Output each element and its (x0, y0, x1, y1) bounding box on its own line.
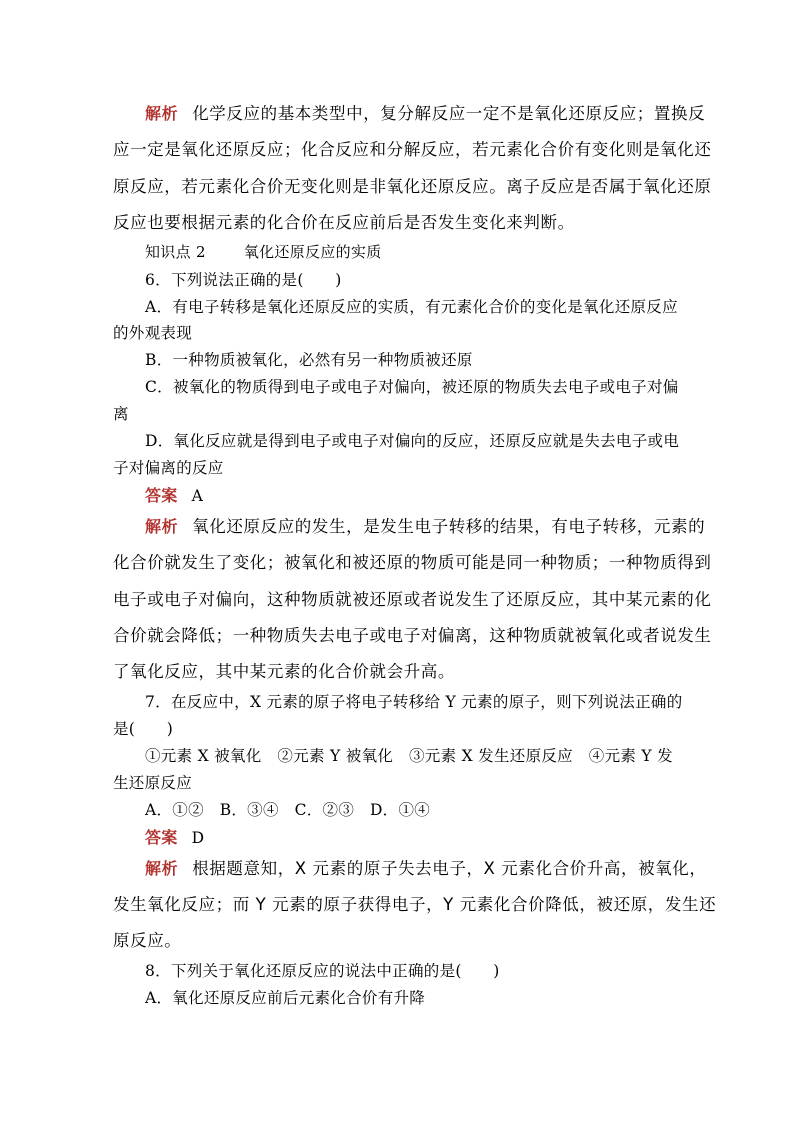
explanation-line: 合价就会降低；一种物质失去电子或电子对偏离，这种物质就被氧化或者说发生 (113, 626, 712, 645)
statement-list: ①元素 X 被氧化 ②元素 Y 被氧化 ③元素 X 发生还原反应 ④元素 Y 发 (145, 747, 673, 765)
explanation-text: 氧化还原反应的发生，是发生电子转移的结果，有电子转移，元素的 (192, 517, 706, 536)
answer-value: D (191, 829, 205, 847)
option-a-cont: 的外观表现 (113, 324, 193, 342)
knowledge-point-label: 知识点 2 (145, 243, 206, 261)
explanation-line: 原反应，若元素化合价无变化则是非氧化还原反应。离子反应是否属于氧化还原 (113, 177, 712, 196)
option-c-cont: 离 (113, 405, 129, 423)
knowledge-point-heading (145, 241, 382, 262)
explanation-tag: 解析 (145, 517, 179, 536)
explanation-line: 应一定是氧化还原反应；化合反应和分解反应，若元素化合价有变化则是氧化还 (113, 140, 712, 159)
answer-line (145, 483, 203, 506)
explanation-line: 电子或电子对偏向，这种物质就被还原或者说发生了还原反应，其中某元素的化 (113, 590, 712, 609)
explanation-line (145, 100, 705, 124)
question-stem: 7．在反应中，X 元素的原子将电子转移给 Y 元素的原子，则下列说法正确的 (145, 693, 683, 711)
explanation-line: 反应也要根据元素的化合价在反应前后是否发生变化来判断。 (113, 213, 575, 232)
question-stem: 6．下列说法正确的是( ) (145, 271, 342, 289)
explanation-tag: 解析 (145, 104, 179, 123)
explanation-text: 化学反应的基本类型中，复分解反应一定不是氧化还原反应；置换反 (192, 104, 706, 123)
explanation-text: 根据题意知，X 元素的原子失去电子，X 元素化合价升高，被氧化， (192, 859, 707, 878)
explanation-tag: 解析 (145, 859, 179, 878)
answer-tag: 答案 (145, 828, 178, 847)
explanation-line: 化合价就发生了变化；被氧化和被还原的物质可能是同一种物质；一种物质得到 (113, 553, 712, 572)
statement-list-cont: 生还原反应 (113, 774, 193, 792)
answer-line (145, 825, 204, 848)
option-a: A．氧化还原反应前后元素化合价有升降 (145, 989, 426, 1007)
option-d-cont: 子对偏离的反应 (113, 459, 224, 477)
option-b: B．一种物质被氧化，必然有另一种物质被还原 (145, 351, 473, 369)
option-c: C．被氧化的物质得到电子或电子对偏向，被还原的物质失去电子或电子对偏 (145, 378, 679, 396)
answer-tag: 答案 (145, 486, 178, 505)
explanation-line (145, 855, 707, 879)
knowledge-point-title: 氧化还原反应的实质 (243, 243, 382, 261)
explanation-line: 发生氧化反应；而 Y 元素的原子获得电子，Y 元素化合价降低，被还原，发生还 (113, 895, 717, 914)
explanation-line: 了氧化反应，其中某元素的化合价就会升高。 (113, 662, 455, 681)
question-stem: 8．下列关于氧化还原反应的说法中正确的是( ) (145, 962, 500, 980)
option-a: A．有电子转移是氧化还原反应的实质，有元素化合价的变化是氧化还原反应 (145, 298, 678, 316)
answer-value: A (191, 487, 204, 505)
options-line: A．①② B．③④ C．②③ D．①④ (145, 801, 431, 819)
explanation-line: 原反应。 (113, 931, 182, 950)
option-d: D．氧化反应就是得到电子或电子对偏向的反应，还原反应就是失去电子或电 (145, 432, 680, 450)
explanation-line (145, 513, 705, 537)
question-stem-cont: 是( ) (113, 720, 174, 738)
